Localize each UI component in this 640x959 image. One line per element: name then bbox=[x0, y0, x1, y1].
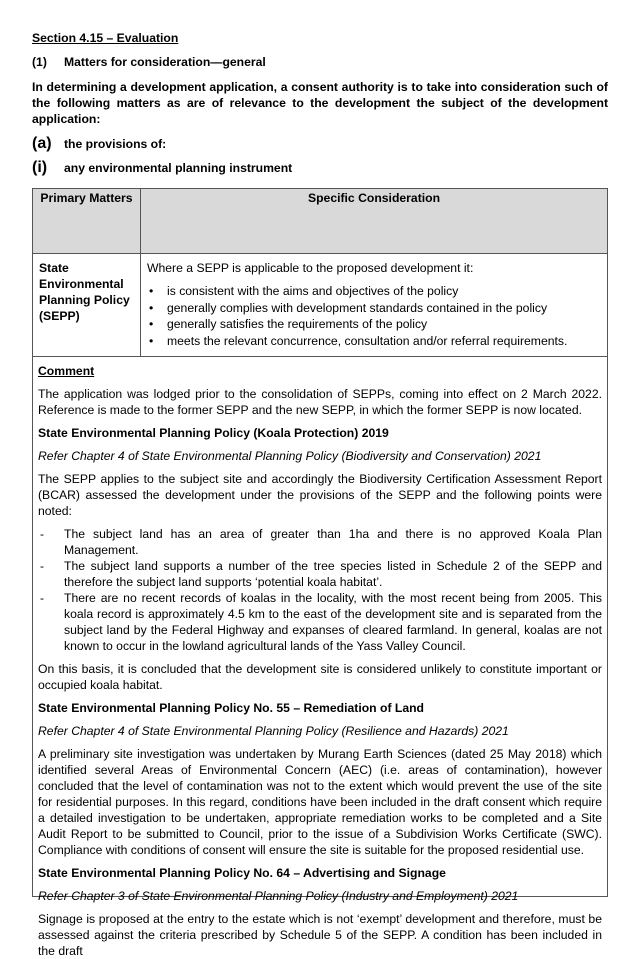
sepp55-paragraph: A preliminary site investigation was undertaken by Murang Earth Sciences (dated 25 May 2018) which identified several Areas of Environmental Concern (AEC) (i.e. areas of contamination), however concluded that the level of contamination was not to the extent which would prevent the use of the site for residential purposes. In this regard, conditions have been included in the draft consent which require a detailed investigation to be undertaken, appropriate remediation works to be completed and a Site Audit Report to be submitted to Council, prior to the issue of a Subdivision Works Certificate (SWC). Compliance with conditions of consent will ensure the site is suitable for the proposed residential use. bbox=[38, 747, 602, 857]
matters-table bbox=[32, 188, 608, 357]
item-a-text: the provisions of: bbox=[64, 137, 167, 151]
list-item: • generally complies with development standards contained in the policy bbox=[167, 300, 601, 317]
consideration-lead: Where a SEPP is applicable to the proposed development it: bbox=[147, 261, 474, 275]
koala-paragraph: The SEPP applies to the subject site and accordingly the Biodiversity Certification Assessment Report (BCAR) assessed the development under the provisions of the SEPP and the following points were noted: bbox=[38, 472, 602, 518]
table-header-row bbox=[33, 189, 608, 254]
koala-points bbox=[38, 526, 602, 654]
sepp64-paragraph: Signage is proposed at the entry to the estate which is not ‘exempt’ development and therefore, must be assessed against the criteria prescribed by Schedule 5 of the SEPP. A condition has been included in the draft bbox=[38, 912, 602, 958]
matters-text: Matters for consideration—general bbox=[64, 55, 266, 69]
comment-section bbox=[32, 357, 608, 958]
document-page bbox=[32, 30, 608, 958]
list-item: - The subject land supports a number of the tree species listed in Schedule 2 of the SEPP and therefore the subject land supports ‘potential koala habitat’. bbox=[38, 558, 602, 590]
header-specific-consideration: Specific Consideration bbox=[141, 189, 608, 254]
item-a bbox=[32, 136, 608, 152]
primary-matter-cell: State Environmental Planning Policy (SEPP) bbox=[33, 254, 141, 357]
matters-number: (1) bbox=[32, 55, 47, 69]
item-i bbox=[32, 160, 608, 176]
item-i-label: (i) bbox=[32, 159, 48, 176]
table-row bbox=[33, 254, 608, 357]
list-item: • meets the relevant concurrence, consultation and/or referral requirements. bbox=[167, 333, 601, 350]
consideration-list bbox=[147, 283, 601, 349]
list-item: - There are no recent records of koalas in the locality, with the most recent being from 2005. This koala record is approximately 4.5 km to the east of the development site and is separated from the subject land by the Federal Highway and expanses of cleared farmland. In general, koalas are not known to occur in the lowland agricultural lands of the Yass Valley Council. bbox=[38, 590, 602, 654]
koala-reference: Refer Chapter 4 of State Environmental Planning Policy (Biodiversity and Conservation) 2021 bbox=[38, 449, 542, 463]
item-a-label: (a) bbox=[32, 135, 52, 152]
item-i-text: any environmental planning instrument bbox=[64, 161, 293, 175]
sepp64-reference: Refer Chapter 3 of State Environmental Planning Policy (Industry and Employment) 2021 bbox=[38, 889, 519, 903]
comment-paragraph: The application was lodged prior to the consolidation of SEPPs, coming into effect on 2 March 2022. Reference is made to the former SEPP and the new SEPP, in which the former SEPP is now located. bbox=[38, 387, 602, 417]
list-item: - The subject land has an area of greater than 1ha and there is no approved Koala Plan Management. bbox=[38, 526, 602, 558]
koala-conclusion: On this basis, it is concluded that the development site is considered unlikely to constitute important or occupied koala habitat. bbox=[38, 662, 602, 692]
list-item: • is consistent with the aims and objectives of the policy bbox=[167, 283, 601, 300]
comment-heading: Comment bbox=[38, 364, 95, 378]
matters-heading bbox=[32, 54, 608, 70]
consideration-cell bbox=[141, 254, 608, 357]
list-item: • generally satisfies the requirements of the policy bbox=[167, 316, 601, 333]
header-primary-matters: Primary Matters bbox=[33, 189, 141, 254]
sepp55-heading: State Environmental Planning Policy No. 55 – Remediation of Land bbox=[38, 701, 425, 715]
sepp55-reference: Refer Chapter 4 of State Environmental Planning Policy (Resilience and Hazards) 2021 bbox=[38, 724, 509, 738]
intro-paragraph: In determining a development application, a consent authority is to take into consideration such of the following matters as are of relevance to the development the subject of the development application: bbox=[32, 80, 608, 126]
koala-heading: State Environmental Planning Policy (Koala Protection) 2019 bbox=[38, 426, 389, 440]
sepp64-heading: State Environmental Planning Policy No. 64 – Advertising and Signage bbox=[38, 866, 446, 880]
section-title: Section 4.15 – Evaluation bbox=[32, 31, 179, 45]
